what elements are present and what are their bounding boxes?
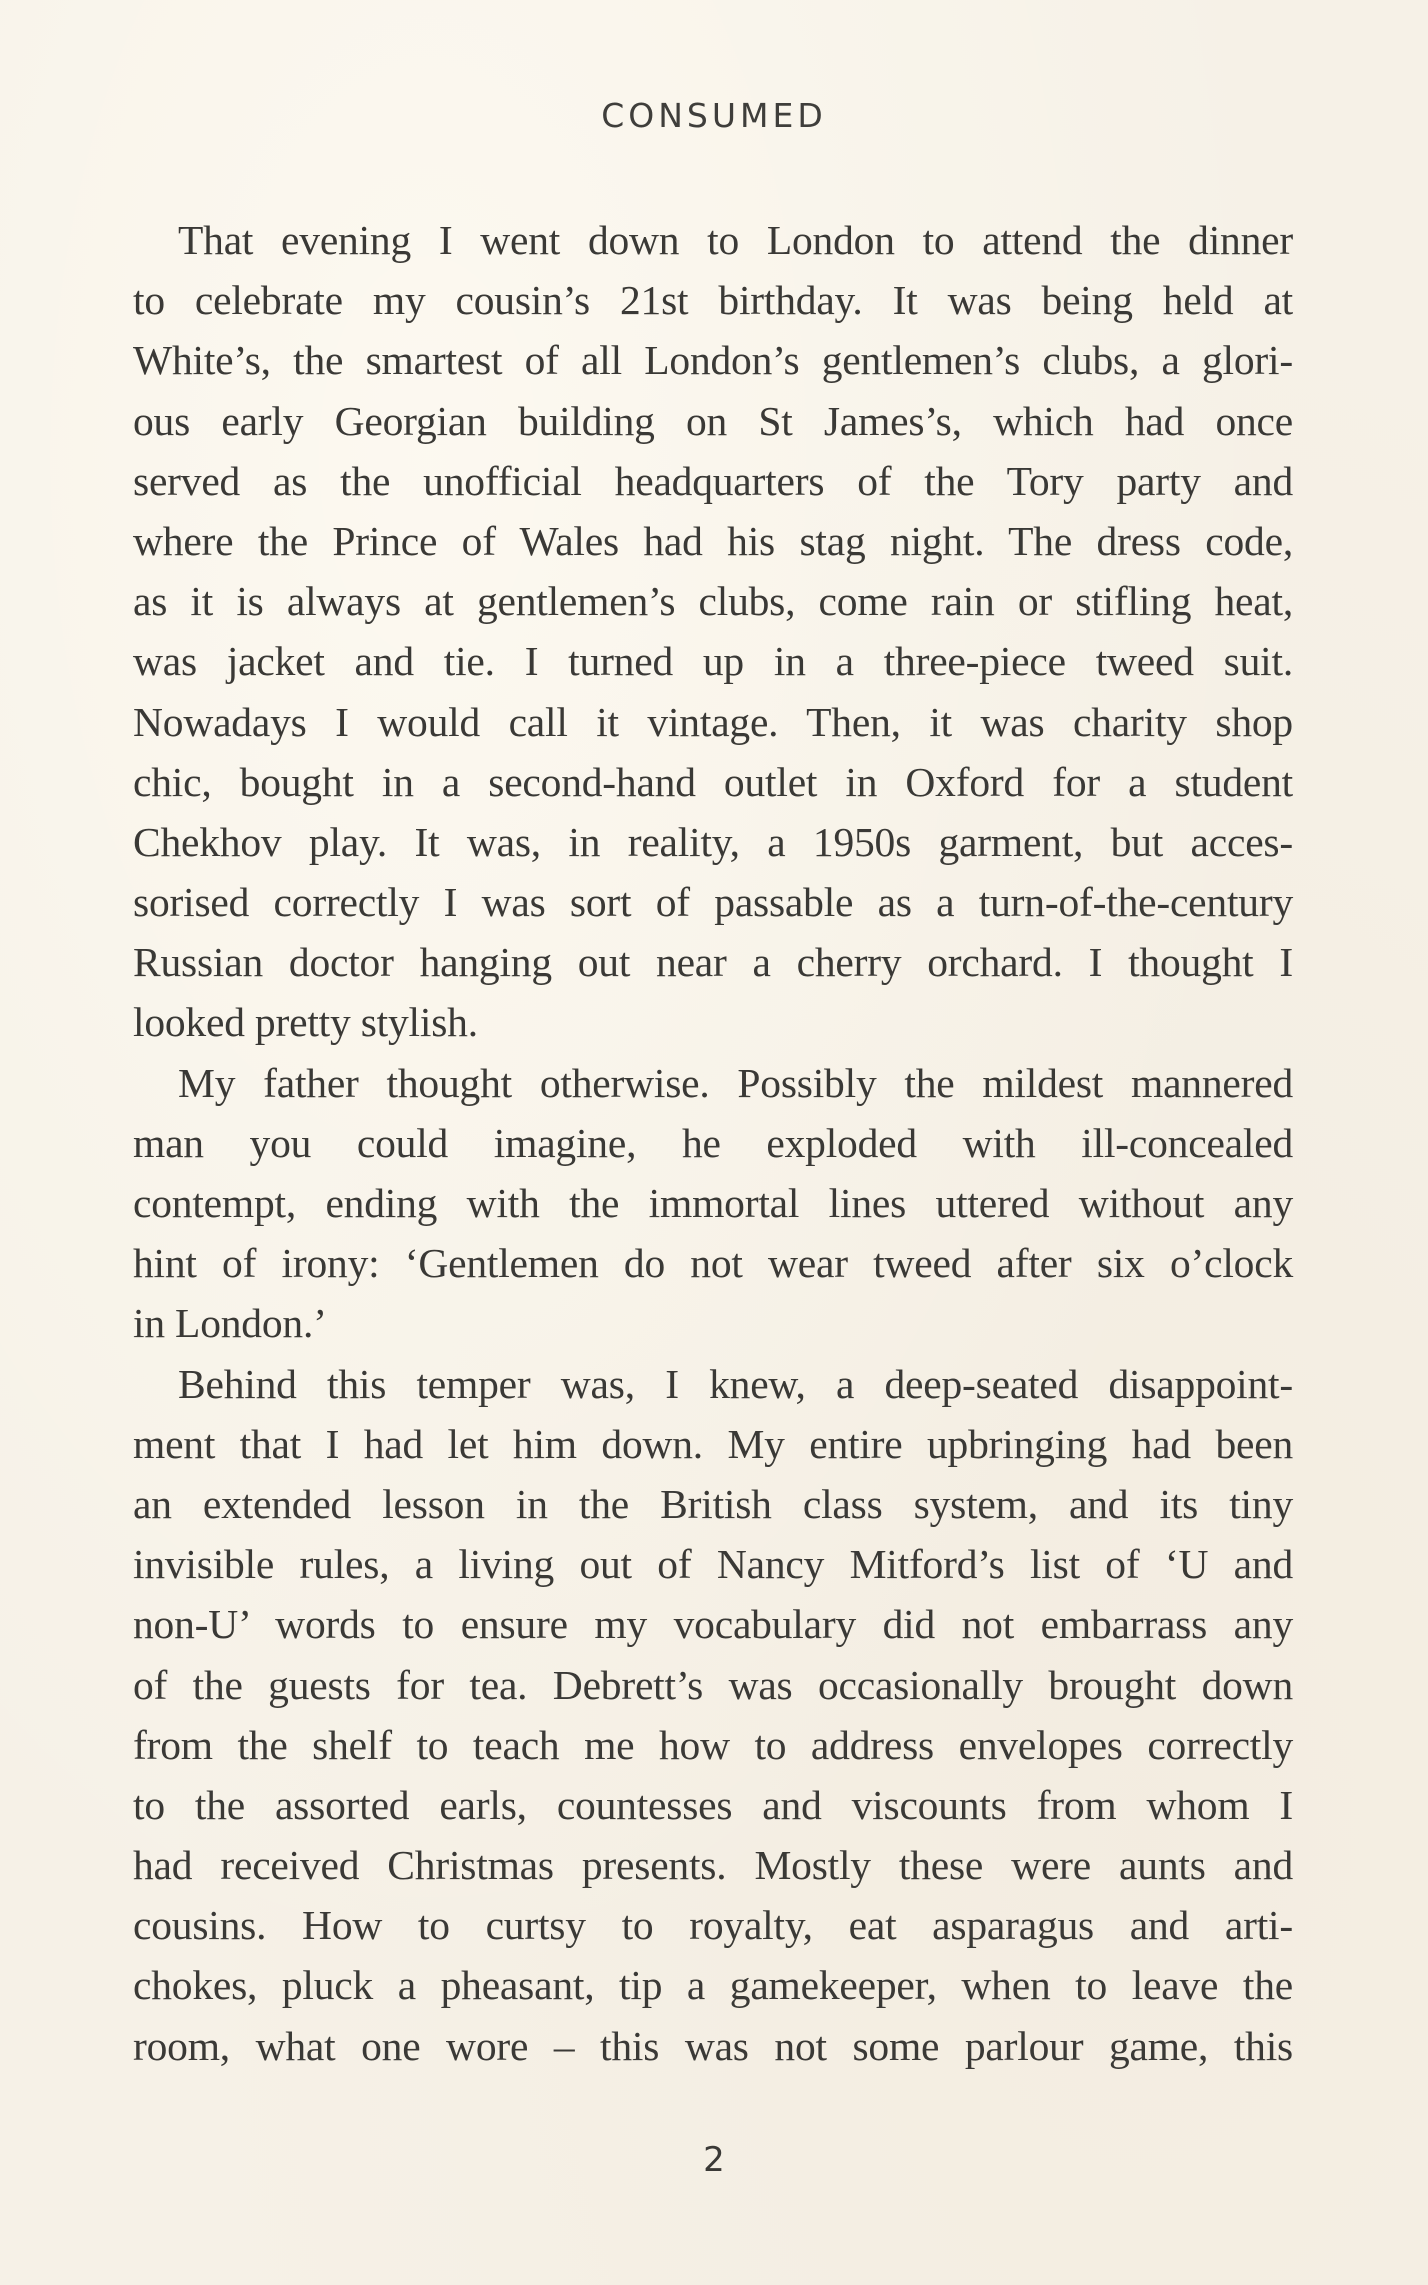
text-line: White’s, the smartest of all London’s gentlemen’s clubs, a glori- (133, 337, 1293, 384)
text-line: Chekhov play. It was, in reality, a 1950s garment, but acces- (133, 818, 1293, 865)
text-line: to the assorted earls, countesses and viscounts from whom I (133, 1781, 1293, 1828)
text-line: non-U’ words to ensure my vocabulary did not embarrass any (133, 1601, 1293, 1648)
text-line: in London.’ (133, 1300, 327, 1347)
text-line: where the Prince of Wales had his stag night. The dress code, (133, 517, 1293, 564)
text-line: contempt, ending with the immortal lines uttered without any (133, 1180, 1293, 1226)
text-line: Behind this temper was, I knew, a deep-seated disappoint- (178, 1360, 1293, 1407)
paragraph-3 (133, 1354, 1293, 2076)
text-line: hint of irony: ‘Gentlemen do not wear tweed after six o’clock (133, 1240, 1293, 1287)
paragraph-2 (133, 1053, 1293, 1354)
text-line: of the guests for tea. Debrett’s was occasionally brought down (133, 1661, 1293, 1708)
paragraph-1 (133, 210, 1293, 1053)
text-line: Nowadays I would call it vintage. Then, it was charity shop (133, 698, 1293, 745)
text-line: My father thought otherwise. Possibly the mildest mannered (178, 1059, 1293, 1106)
text-line: chic, bought in a second-hand outlet in Oxford for a student (133, 758, 1293, 805)
text-line: That evening I went down to London to attend the dinner (178, 217, 1293, 263)
text-line: to celebrate my cousin’s 21st birthday. It was being held at (133, 277, 1293, 324)
text-line: looked pretty stylish. (133, 999, 478, 1046)
text-line: from the shelf to teach me how to address envelopes correctly (133, 1721, 1293, 1768)
running-head: CONSUMED (601, 96, 827, 135)
text-line: Russian doctor hanging out near a cherry orchard. I thought I (133, 939, 1293, 986)
text-line: room, what one wore – this was not some parlour game, this (133, 2022, 1293, 2069)
text-line: had received Christmas presents. Mostly these were aunts and (133, 1842, 1293, 1889)
text-line: cousins. How to curtsy to royalty, eat asparagus and arti- (133, 1902, 1293, 1949)
text-line: was jacket and tie. I turned up in a three-piece tweed suit. (133, 638, 1293, 685)
text-line: sorised correctly I was sort of passable as a turn-of-the-century (133, 879, 1293, 926)
text-line: chokes, pluck a pheasant, tip a gamekeeper, when to leave the (133, 1962, 1293, 2009)
body-text (133, 210, 1293, 2076)
text-line: man you could imagine, he exploded with ill-concealed (133, 1119, 1293, 1166)
text-line: an extended lesson in the British class system, and its tiny (133, 1480, 1293, 1527)
text-line: ous early Georgian building on St James’s, which had once (133, 397, 1293, 444)
text-line: served as the unofficial headquarters of the Tory party and (133, 457, 1293, 504)
text-line: as it is always at gentlemen’s clubs, come rain or stifling heat, (133, 578, 1293, 625)
text-line: ment that I had let him down. My entire upbringing had been (133, 1420, 1293, 1467)
text-line: invisible rules, a living out of Nancy Mitford’s list of ‘U and (133, 1541, 1293, 1588)
page-number: 2 (703, 2140, 725, 2180)
